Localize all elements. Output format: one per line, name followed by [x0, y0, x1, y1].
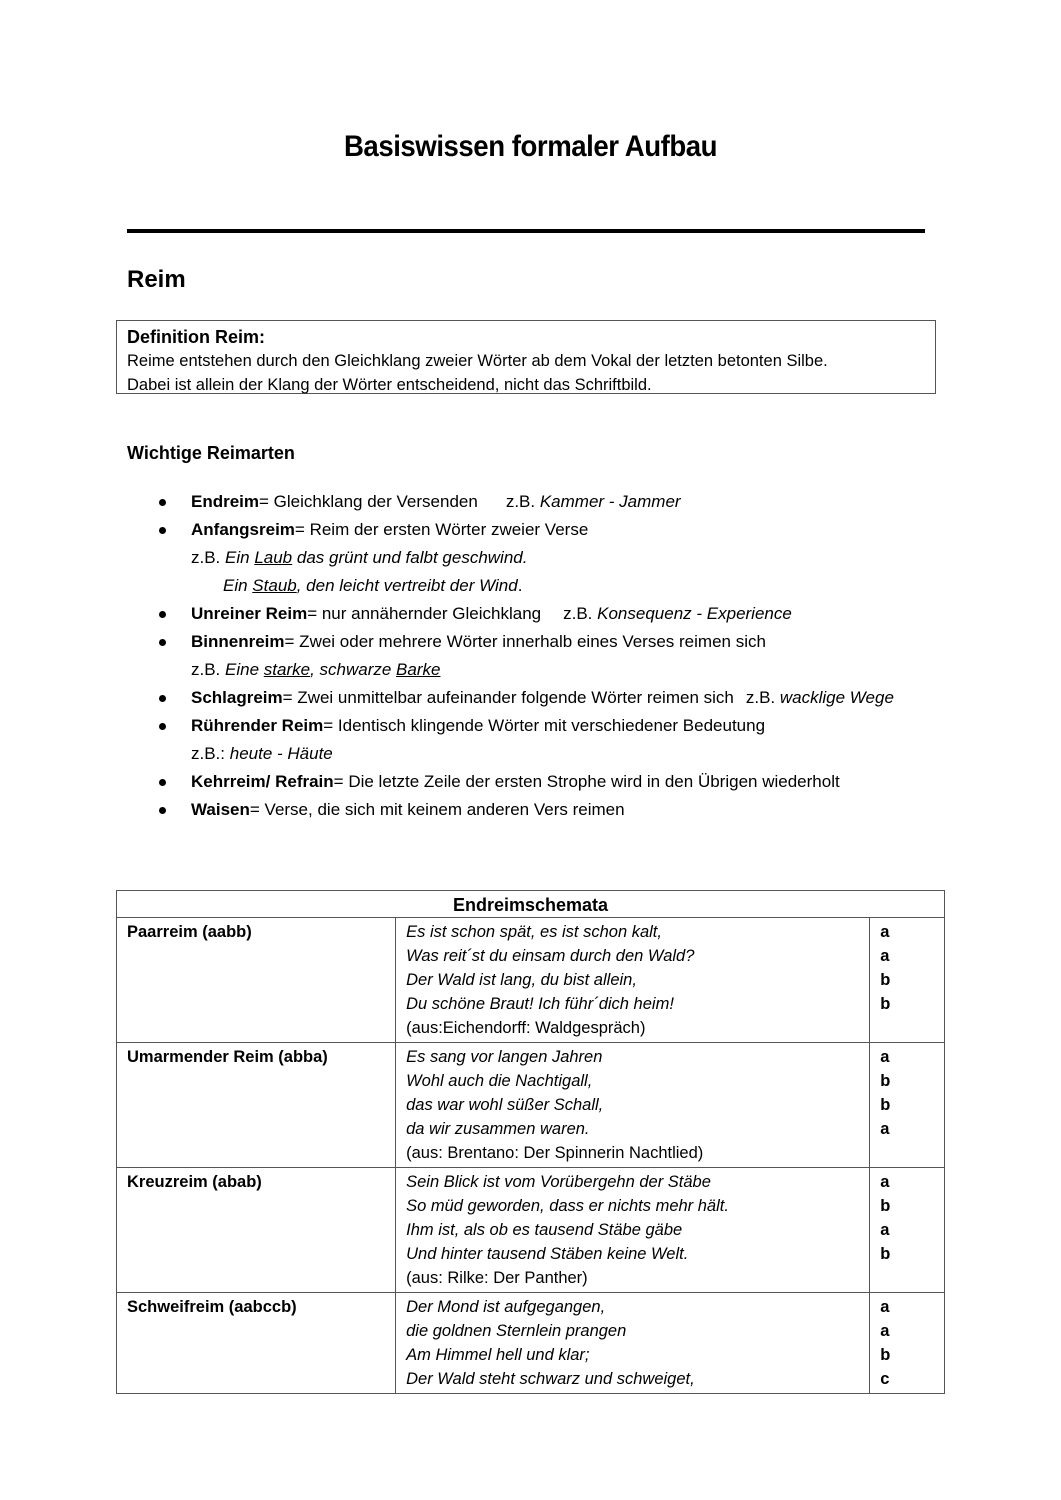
- list-item: [155, 796, 955, 824]
- verse-source: (aus: Brentano: Der Spinnerin Nachtlied): [406, 1144, 704, 1162]
- rhyme-term: Unreiner Reim: [191, 604, 308, 623]
- bullet-icon: [159, 639, 166, 646]
- bullet-icon: [159, 695, 166, 702]
- scheme-name: Kreuzreim (abab): [117, 1168, 396, 1293]
- scheme-name: Umarmender Reim (abba): [117, 1043, 396, 1168]
- example-text: .: [517, 576, 523, 595]
- example-rhyme-word: Laub: [254, 548, 293, 567]
- list-item: [155, 516, 955, 544]
- verse-line: Es ist schon spät, es ist schon kalt,: [406, 923, 662, 941]
- scheme-cell: [870, 1043, 945, 1168]
- verse-line: die goldnen Sternlein prangen: [406, 1322, 627, 1340]
- scheme-letter: b: [880, 995, 891, 1013]
- list-item: [155, 712, 955, 740]
- bullet-icon: [159, 779, 166, 786]
- list-item: [155, 684, 955, 712]
- verse-cell: [396, 1043, 870, 1168]
- scheme-name: Paarreim (aabb): [117, 918, 396, 1043]
- rhyme-term: Rührender Reim: [191, 716, 324, 735]
- rhyme-example: Konsequenz - Experience: [597, 604, 792, 623]
- example-text: Eine: [225, 660, 264, 679]
- scheme-letter: b: [880, 1072, 891, 1090]
- rhyme-desc: = Gleichklang der Versenden: [259, 492, 478, 511]
- verse-cell: [396, 1293, 870, 1394]
- verse-line: Der Mond ist aufgegangen,: [406, 1298, 606, 1316]
- section-title: Reim: [127, 266, 186, 293]
- table-row: [117, 1168, 945, 1293]
- list-item: [155, 768, 955, 796]
- verse-line: Der Wald steht schwarz und schweiget,: [406, 1370, 695, 1388]
- rhyme-desc: = Die letzte Zeile der ersten Strophe wird in den Übrigen wiederholt: [333, 772, 840, 791]
- example-prefix: z.B.: [191, 660, 226, 679]
- example-line: [155, 740, 955, 768]
- scheme-letter: b: [880, 1096, 891, 1114]
- bullet-icon: [159, 611, 166, 618]
- example-rhyme-word: starke: [263, 660, 311, 679]
- verse-line: Ihm ist, als ob es tausend Stäbe gäbe: [406, 1221, 683, 1239]
- scheme-letter: a: [880, 1298, 890, 1316]
- table-row: [117, 1043, 945, 1168]
- example-line: [155, 656, 955, 684]
- scheme-name: Schweifreim (aabccb): [117, 1293, 396, 1394]
- example-rhyme-word: Staub: [252, 576, 297, 595]
- scheme-letter: a: [880, 1322, 890, 1340]
- rhyme-desc: = Verse, die sich mit keinem anderen Vers reimen: [249, 800, 625, 819]
- rhyme-term: Schlagreim: [191, 688, 283, 707]
- example-text: , schwarze: [310, 660, 397, 679]
- title-divider: [127, 229, 925, 233]
- list-item: [155, 628, 955, 656]
- scheme-cell: [870, 1168, 945, 1293]
- scheme-cell: [870, 918, 945, 1043]
- table-header: Endreimschemata: [117, 891, 945, 918]
- example-text: Ein: [223, 576, 253, 595]
- verse-cell: [396, 918, 870, 1043]
- example-prefix: z.B.:: [191, 744, 230, 763]
- verse-line: Wohl auch die Nachtigall,: [406, 1072, 593, 1090]
- verse-line: So müd geworden, dass er nichts mehr hält.: [406, 1197, 729, 1215]
- scheme-letter: a: [880, 947, 890, 965]
- example-prefix: z.B.: [505, 492, 540, 511]
- rhyme-example: wacklige Wege: [779, 688, 894, 707]
- definition-line: Dabei ist allein der Klang der Wörter entscheidend, nicht das Schriftbild.: [127, 376, 652, 394]
- scheme-letter: a: [880, 1221, 890, 1239]
- scheme-letter: a: [880, 1120, 890, 1138]
- verse-line: da wir zusammen waren.: [406, 1120, 590, 1138]
- example-prefix: z.B.: [745, 688, 780, 707]
- rhyme-types-list: [155, 488, 955, 824]
- bullet-icon: [159, 499, 166, 506]
- scheme-letter: a: [880, 1048, 890, 1066]
- rhyme-scheme-table: [116, 890, 945, 1394]
- example-prefix: z.B.: [563, 604, 598, 623]
- bullet-icon: [159, 527, 166, 534]
- scheme-letter: a: [880, 1173, 890, 1191]
- verse-cell: [396, 1168, 870, 1293]
- bullet-icon: [159, 807, 166, 814]
- scheme-letter: b: [880, 971, 891, 989]
- example-text: , den leicht vertreibt der Wind: [296, 576, 518, 595]
- definition-title: Definition Reim:: [127, 327, 265, 347]
- example-rhyme-word: Barke: [396, 660, 441, 679]
- rhyme-desc: = Reim der ersten Wörter zweier Verse: [294, 520, 589, 539]
- verse-line: Sein Blick ist vom Vorübergehn der Stäbe: [406, 1173, 711, 1191]
- verse-line: Und hinter tausend Stäben keine Welt.: [406, 1245, 689, 1263]
- rhyme-desc: = Zwei oder mehrere Wörter innerhalb eines Verses reimen sich: [284, 632, 766, 651]
- verse-source: (aus: Rilke: Der Panther): [406, 1269, 588, 1287]
- table-row: [117, 918, 945, 1043]
- verse-source: (aus:Eichendorff: Waldgespräch): [406, 1019, 646, 1037]
- rhyme-term: Endreim: [191, 492, 260, 511]
- rhyme-desc: = nur annähernder Gleichklang: [307, 604, 542, 623]
- rhyme-desc: = Identisch klingende Wörter mit verschiedener Bedeutung: [323, 716, 766, 735]
- rhyme-term: Kehrreim/ Refrain: [191, 772, 334, 791]
- verse-line: das war wohl süßer Schall,: [406, 1096, 604, 1114]
- rhyme-term: Binnenreim: [191, 632, 285, 651]
- verse-line: Der Wald ist lang, du bist allein,: [406, 971, 637, 989]
- verse-line: Es sang vor langen Jahren: [406, 1048, 603, 1066]
- scheme-letter: b: [880, 1197, 891, 1215]
- verse-line: Am Himmel hell und klar;: [406, 1346, 590, 1364]
- rhyme-term: Anfangsreim: [191, 520, 295, 539]
- list-item: [155, 488, 955, 516]
- page-title: Basiswissen formaler Aufbau: [343, 130, 718, 163]
- list-item: [155, 600, 955, 628]
- bullet-icon: [159, 723, 166, 730]
- definition-line: Reime entstehen durch den Gleichklang zweier Wörter ab dem Vokal der letzten betonten Silbe.: [127, 352, 828, 370]
- scheme-cell: [870, 1293, 945, 1394]
- example-text: Ein: [225, 548, 255, 567]
- example-text: das grünt und falbt geschwind.: [292, 548, 528, 567]
- table-row: [117, 1293, 945, 1394]
- verse-line: Was reit´st du einsam durch den Wald?: [406, 947, 695, 965]
- definition-box: [116, 320, 936, 394]
- scheme-letter: a: [880, 923, 890, 941]
- rhyme-desc: = Zwei unmittelbar aufeinander folgende Wörter reimen sich: [282, 688, 734, 707]
- subsection-title: Wichtige Reimarten: [127, 443, 295, 463]
- scheme-letter: c: [880, 1370, 890, 1388]
- example-line: [155, 572, 955, 600]
- verse-line: Du schöne Braut! Ich führ´dich heim!: [406, 995, 674, 1013]
- rhyme-term: Waisen: [191, 800, 250, 819]
- scheme-letter: b: [880, 1245, 891, 1263]
- rhyme-example: heute - Häute: [229, 744, 333, 763]
- rhyme-example: Kammer - Jammer: [539, 492, 681, 511]
- scheme-letter: b: [880, 1346, 891, 1364]
- example-prefix: z.B.: [191, 548, 226, 567]
- example-line: [155, 544, 955, 572]
